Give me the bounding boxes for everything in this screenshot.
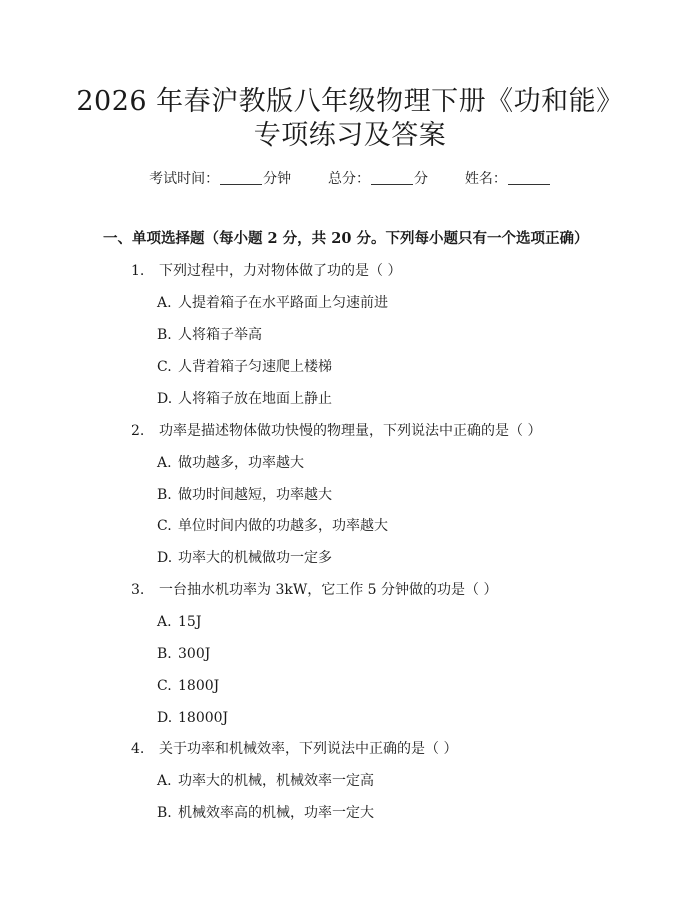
option-3c [157, 676, 219, 696]
question-number: 4. [131, 741, 145, 757]
exam-score-blank [371, 170, 413, 185]
student-name-label: 姓名： [464, 171, 507, 187]
exam-time-blank [220, 170, 262, 185]
option-1a [157, 293, 388, 313]
option-label: B. [157, 646, 172, 662]
option-label: A. [157, 295, 172, 311]
option-text: 做功越多，功率越大 [178, 455, 304, 471]
option-text: 机械效率高的机械，功率一定大 [178, 805, 374, 821]
exam-time-unit: 分钟 [263, 171, 292, 187]
option-label: B. [157, 327, 172, 343]
option-2d [157, 548, 332, 568]
option-label: C. [157, 678, 172, 694]
option-3b [157, 644, 210, 664]
question-number: 1. [131, 263, 145, 279]
question-4 [131, 739, 457, 759]
section-heading: 一、单项选择题（每小题 2 分，共 20 分。下列每小题只有一个选项正确） [103, 230, 589, 247]
exam-meta [0, 169, 700, 189]
option-label: D. [157, 710, 173, 726]
option-label: A. [157, 614, 172, 630]
question-3 [131, 580, 498, 600]
student-name-blank [508, 170, 550, 185]
exam-time [149, 169, 291, 189]
exam-score [328, 169, 428, 189]
option-label: C. [157, 359, 172, 375]
option-text: 人提着箱子在水平路面上匀速前进 [178, 295, 388, 311]
question-number: 2. [131, 423, 145, 439]
option-text: 15J [178, 614, 202, 630]
option-text: 300J [178, 646, 211, 662]
document-title-line1: 2026 年春沪教版八年级物理下册《功和能》 [76, 86, 624, 117]
exam-score-unit: 分 [414, 171, 428, 187]
option-3a [157, 612, 201, 632]
option-label: A. [157, 455, 172, 471]
question-2 [131, 421, 541, 441]
option-label: B. [157, 805, 172, 821]
option-text: 功率大的机械，机械效率一定高 [178, 773, 374, 789]
option-text: 人背着箱子匀速爬上楼梯 [178, 359, 332, 375]
student-name [465, 169, 551, 189]
option-text: 人将箱子放在地面上静止 [178, 391, 332, 407]
question-text: 一台抽水机功率为 3kW，它工作 5 分钟做的功是（ ） [159, 582, 498, 598]
question-text: 下列过程中，力对物体做了功的是（ ） [159, 263, 402, 279]
exam-time-label: 考试时间： [149, 171, 220, 187]
option-1c [157, 357, 332, 377]
question-text: 功率是描述物体做功快慢的物理量，下列说法中正确的是（ ） [159, 423, 542, 439]
option-label: D. [157, 391, 173, 407]
option-text: 做功时间越短，功率越大 [178, 487, 332, 503]
option-text: 人将箱子举高 [178, 327, 262, 343]
option-1b [157, 325, 262, 345]
option-4a [157, 771, 374, 791]
option-label: A. [157, 773, 172, 789]
option-label: D. [157, 550, 173, 566]
question-1 [131, 261, 401, 281]
option-text: 单位时间内做的功越多，功率越大 [178, 518, 388, 534]
option-2b [157, 485, 332, 505]
option-1d [157, 389, 332, 409]
question-number: 3. [131, 582, 145, 598]
option-2c [157, 516, 388, 536]
option-3d [157, 708, 228, 728]
option-label: C. [157, 518, 172, 534]
question-text: 关于功率和机械效率，下列说法中正确的是（ ） [159, 741, 458, 757]
option-2a [157, 453, 304, 473]
document-title-line2: 专项练习及答案 [253, 120, 447, 151]
option-text: 功率大的机械做功一定多 [178, 550, 332, 566]
exam-score-label: 总分： [328, 171, 370, 187]
option-4b [157, 803, 374, 823]
option-text: 1800J [178, 678, 220, 694]
option-label: B. [157, 487, 172, 503]
option-text: 18000J [178, 710, 229, 726]
